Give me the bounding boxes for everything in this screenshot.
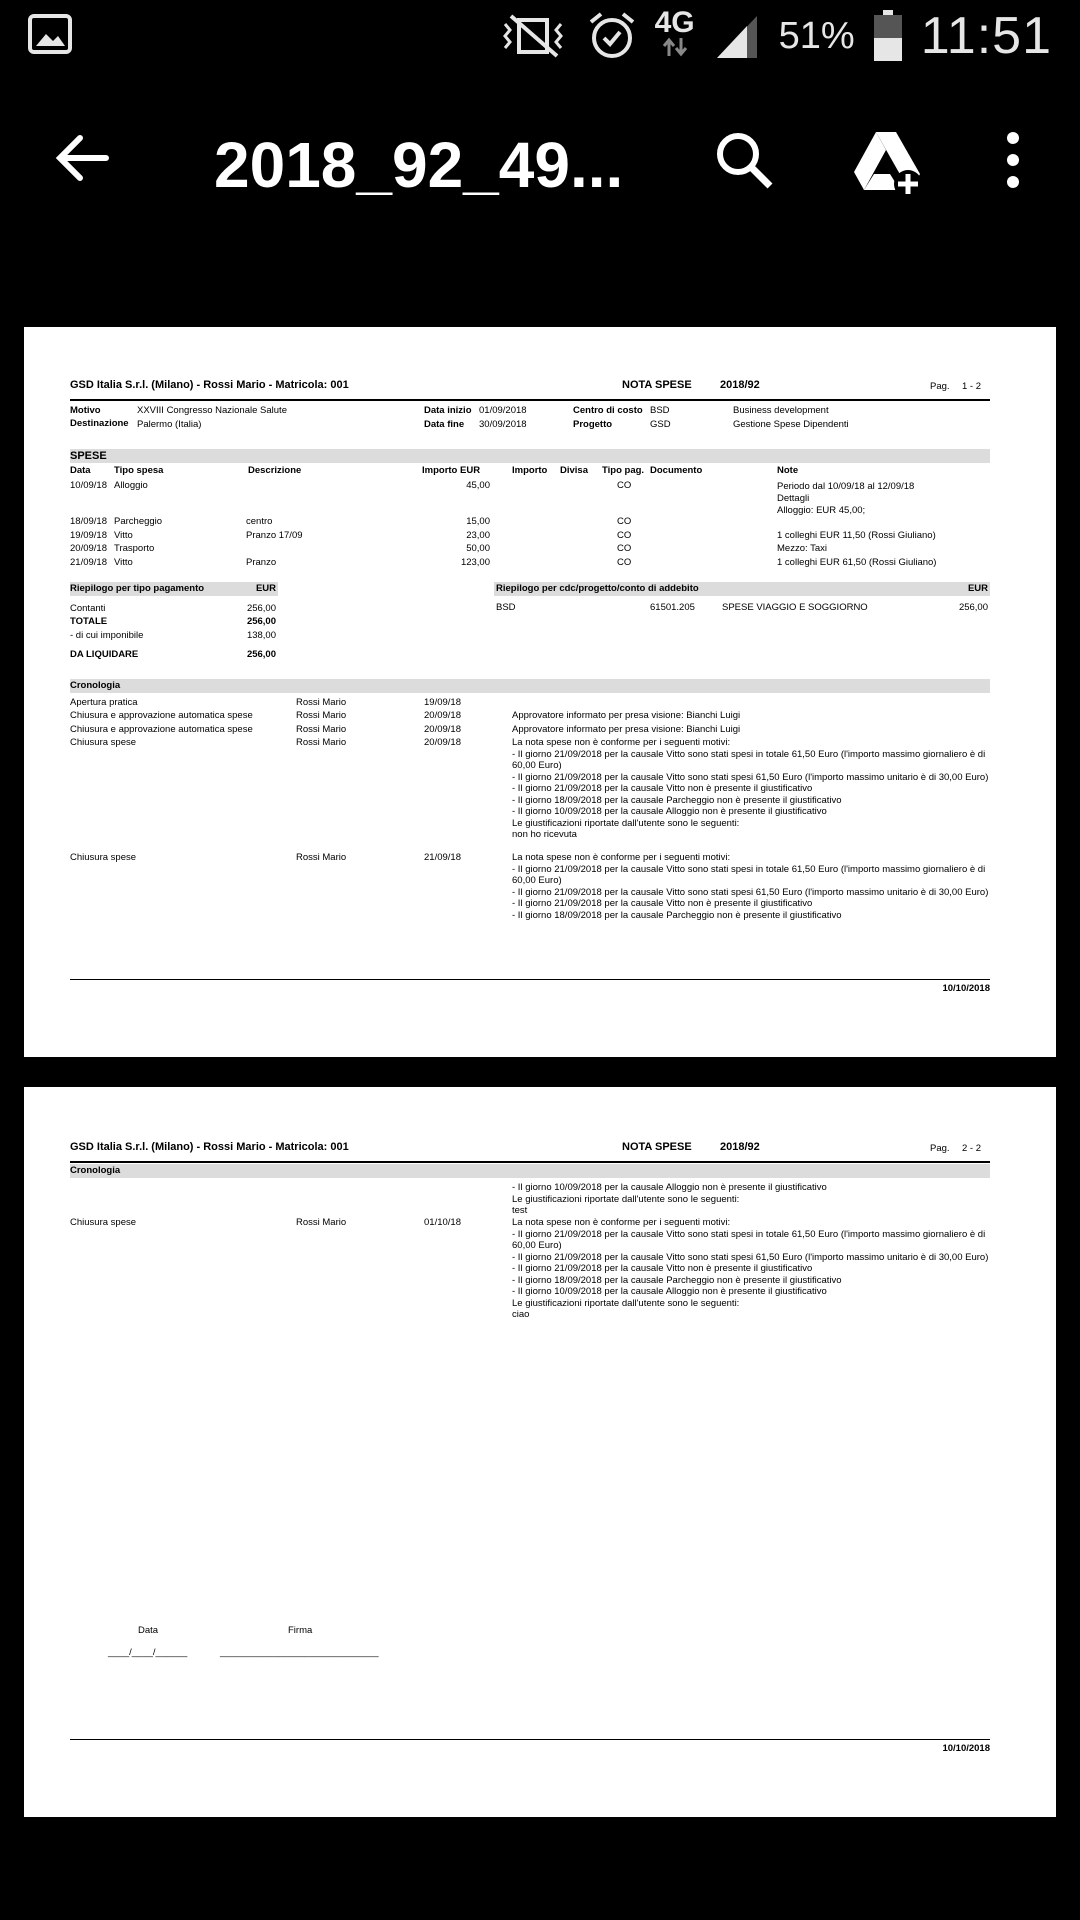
doc-title: NOTA SPESE (622, 1141, 692, 1153)
cronologia-date: 20/09/18 (424, 710, 461, 721)
page-label: Pag. (930, 381, 950, 392)
pdf-page-1 (24, 327, 1056, 1057)
cronologia-note: ciao (512, 1309, 530, 1320)
col-importo-eur: Importo EUR (422, 465, 481, 476)
cronologia-note: - Il giorno 21/09/2018 per la causale Vitto sono stati spesi in totale 61,50 Euro (l'importo massimo giornaliero è di 60,00 Euro) (512, 863, 986, 886)
riepilogo-pag-title: Riepilogo per tipo pagamento (70, 583, 205, 594)
cronologia-note: - Il giorno 10/09/2018 per la causale Alloggio non è presente il giustificativo (512, 1182, 827, 1193)
table-row-desc: centro (246, 516, 273, 527)
gallery-icon (28, 14, 72, 54)
destinazione-value: Palermo (Italia) (137, 419, 202, 430)
riepilogo-pag-eur: EUR (255, 583, 276, 594)
table-row-importo: 123,00 (460, 557, 490, 568)
cronologia-note: - Il giorno 21/09/2018 per la causale Vitto non è presente il giustificativo (512, 1263, 813, 1274)
page-number: 2 - 2 (962, 1143, 982, 1154)
cronologia-event: Chiusura spese (70, 852, 137, 863)
network-indicator (654, 6, 695, 62)
add-to-drive-icon[interactable] (850, 128, 928, 200)
cronologia-note-block (512, 852, 992, 921)
table-row-note: Dettagli (777, 493, 810, 504)
footer-divider (70, 979, 990, 980)
totale-label: TOTALE (70, 616, 108, 627)
clock: 11:51 (920, 7, 1052, 65)
spese-band (70, 449, 990, 463)
cronologia-note: - Il giorno 21/09/2018 per la causale Vitto sono stati spesi 61,50 Euro (l'importo massimo unitario è di 30,00 Euro) (512, 771, 989, 783)
col-data: Data (70, 465, 91, 476)
data-arrows-icon (660, 36, 690, 58)
doc-title: NOTA SPESE (622, 379, 692, 391)
progetto-value: GSD (650, 419, 671, 430)
cronologia-note: La nota spese non è conforme per i seguenti motivi: (512, 1217, 731, 1228)
riepilogo-cdc-eur: EUR (967, 583, 988, 594)
cdc-amount: 256,00 (958, 602, 988, 613)
cronologia-note: test (512, 1205, 528, 1216)
table-row-importo: 15,00 (466, 516, 490, 527)
cronologia-note: - Il giorno 21/09/2018 per la causale Vitto sono stati spesi in totale 61,50 Euro (l'importo massimo giornaliero è di 60,00 Euro) (512, 748, 986, 771)
cronologia-band (70, 679, 990, 693)
cronologia-title: Cronologia (70, 1165, 121, 1176)
alarm-icon (587, 10, 637, 62)
cronologia-user: Rossi Mario (296, 697, 347, 708)
imponibile-label: - di cui imponibile (70, 630, 144, 641)
centro-desc: Business development (733, 405, 829, 416)
cronologia-note: - Il giorno 21/09/2018 per la causale Vitto sono stati spesi in totale 61,50 Euro (l'importo massimo giornaliero è di 60,00 Euro) (512, 1228, 986, 1251)
table-row-note: 1 colleghi EUR 61,50 (Rossi Giuliano) (777, 557, 937, 568)
cronologia-note: Le giustificazioni riportate dall'utente sono le seguenti: (512, 1193, 740, 1205)
app-bar (0, 100, 1080, 230)
cronologia-note: Le giustificazioni riportate dall'utente sono le seguenti: (512, 817, 740, 829)
cronologia-user: Rossi Mario (296, 724, 347, 735)
table-row-desc: Pranzo 17/09 (246, 530, 303, 541)
table-row-tipo: Vitto (114, 530, 133, 541)
cronologia-user: Rossi Mario (296, 710, 347, 721)
cronologia-note: - Il giorno 21/09/2018 per la causale Vitto sono stati spesi 61,50 Euro (l'importo massimo unitario è di 30,00 Euro) (512, 1251, 989, 1263)
cronologia-event: Chiusura spese (70, 1217, 137, 1228)
table-row-pag: CO (617, 530, 632, 541)
contanti-label: Contanti (70, 603, 106, 614)
footer-date: 10/10/2018 (942, 983, 990, 994)
centro-label: Centro di costo (573, 405, 643, 416)
status-bar (0, 0, 1080, 72)
centro-value: BSD (650, 405, 670, 416)
doc-number: 2018/92 (720, 1141, 760, 1153)
divider (70, 399, 990, 401)
more-options-icon[interactable] (998, 128, 1028, 192)
liquidare-value: 256,00 (246, 649, 276, 660)
cronologia-band (70, 1164, 990, 1178)
network-type: 4G (654, 6, 695, 39)
cronologia-date: 21/09/18 (424, 852, 461, 863)
table-row-note: Alloggio: EUR 45,00; (777, 505, 866, 516)
col-note: Note (777, 465, 799, 476)
cronologia-date: 01/10/18 (424, 1217, 461, 1228)
table-row-tipo: Trasporto (114, 543, 155, 554)
cronologia-note: La nota spese non è conforme per i seguenti motivi: (512, 737, 731, 748)
cronologia-note: - Il giorno 10/09/2018 per la causale Alloggio non è presente il giustificativo (512, 806, 827, 817)
signal-icon (713, 12, 761, 60)
cronologia-date: 20/09/18 (424, 724, 461, 735)
cronologia-note: non ho ricevuta (512, 829, 577, 840)
cronologia-date: 20/09/18 (424, 737, 461, 748)
table-row-importo: 50,00 (466, 543, 490, 554)
motivo-value: XXVIII Congresso Nazionale Salute (137, 405, 287, 416)
table-row-desc: Pranzo (246, 557, 277, 568)
table-row-note: Mezzo: Taxi (777, 543, 827, 554)
col-tipo: Tipo spesa (114, 465, 164, 476)
battery-icon (873, 10, 903, 62)
col-importo: Importo (512, 465, 548, 476)
imponibile-value: 138,00 (246, 630, 276, 641)
table-row-note: 1 colleghi EUR 11,50 (Rossi Giuliano) (777, 530, 936, 541)
data-inizio-label: Data inizio (424, 405, 472, 416)
divider (70, 1161, 990, 1163)
motivo-label: Motivo (70, 405, 101, 416)
progetto-label: Progetto (573, 419, 613, 430)
company-header: GSD Italia S.r.l. (Milano) - Rossi Mario - Matricola: 001 (70, 379, 349, 391)
doc-number: 2018/92 (720, 379, 760, 391)
cronologia-note: - Il giorno 21/09/2018 per la causale Vitto non è presente il giustificativo (512, 783, 813, 794)
cdc-conto: 61501.205 (650, 602, 695, 613)
cronologia-note-block (512, 1217, 992, 1321)
data-fine-value: 30/09/2018 (479, 419, 527, 430)
search-icon[interactable] (712, 128, 776, 192)
table-row-importo: 23,00 (466, 530, 490, 541)
table-row-tipo: Vitto (114, 557, 133, 568)
cronologia-note-block (512, 1182, 992, 1217)
riepilogo-cdc-title: Riepilogo per cdc/progetto/conto di addebito (496, 583, 699, 594)
table-row-pag: CO (617, 480, 632, 491)
liquidare-label: DA LIQUIDARE (70, 649, 139, 660)
col-documento: Documento (650, 465, 703, 476)
table-row-pag: CO (617, 557, 632, 568)
footer-divider (70, 1739, 990, 1740)
firma-data-label: Data (138, 1625, 159, 1636)
cronologia-note: - Il giorno 18/09/2018 per la causale Parcheggio non è presente il giustificativo (512, 909, 842, 921)
cronologia-event: Chiusura e approvazione automatica spese (70, 724, 253, 735)
data-fine-label: Data fine (424, 419, 465, 430)
cronologia-event: Chiusura e approvazione automatica spese (70, 710, 253, 721)
cronologia-title: Cronologia (70, 680, 121, 691)
cronologia-note: Approvatore informato per presa visione: Bianchi Luigi (512, 724, 741, 735)
cronologia-user: Rossi Mario (296, 737, 347, 748)
table-row-date: 20/09/18 (70, 543, 107, 554)
back-arrow-icon[interactable] (52, 128, 112, 188)
cronologia-note-block (512, 737, 992, 841)
cronologia-note: - Il giorno 18/09/2018 per la causale Parcheggio non è presente il giustificativo (512, 1274, 842, 1286)
table-row-date: 21/09/18 (70, 557, 107, 568)
cronologia-user: Rossi Mario (296, 1217, 347, 1228)
firma-label: Firma (288, 1625, 313, 1636)
cronologia-note: - Il giorno 10/09/2018 per la causale Alloggio non è presente il giustificativo (512, 1286, 827, 1297)
col-tipo-pag: Tipo pag. (602, 465, 645, 476)
cronologia-note: Le giustificazioni riportate dall'utente sono le seguenti: (512, 1297, 740, 1309)
table-row-importo: 45,00 (466, 480, 490, 491)
cdc-code: BSD (496, 602, 516, 613)
table-row-pag: CO (617, 516, 632, 527)
document-title: 2018_92_49... (214, 129, 624, 201)
vibrate-mute-icon (499, 12, 569, 60)
table-row-date: 18/09/18 (70, 516, 107, 527)
cronologia-note: - Il giorno 21/09/2018 per la causale Vitto sono stati spesi 61,50 Euro (l'importo massimo unitario è di 30,00 Euro) (512, 886, 989, 898)
cronologia-note: - Il giorno 21/09/2018 per la causale Vitto non è presente il giustificativo (512, 898, 813, 909)
totale-value: 256,00 (246, 616, 276, 627)
page-label: Pag. (930, 1143, 950, 1154)
table-row-tipo: Alloggio (114, 480, 148, 491)
cronologia-user: Rossi Mario (296, 852, 347, 863)
cronologia-date: 19/09/18 (424, 697, 461, 708)
page-number: 1 - 2 (962, 381, 982, 392)
spese-title: SPESE (70, 450, 107, 462)
cdc-desc: SPESE VIAGGIO E SOGGIORNO (722, 602, 868, 613)
table-row-date: 19/09/18 (70, 530, 107, 541)
table-row-note: Periodo dal 10/09/18 al 12/09/18 (777, 481, 915, 492)
data-inizio-value: 01/09/2018 (479, 405, 527, 416)
destinazione-label: Destinazione (70, 418, 129, 429)
footer-date: 10/10/2018 (942, 1743, 990, 1754)
cronologia-note: La nota spese non è conforme per i seguenti motivi: (512, 852, 731, 863)
cronologia-note: - Il giorno 18/09/2018 per la causale Parcheggio non è presente il giustificativo (512, 794, 842, 806)
cronologia-event: Chiusura spese (70, 737, 137, 748)
firma-data-line: ____/____/______ (108, 1647, 188, 1658)
battery-percent: 51% (778, 14, 855, 57)
firma-line: ______________________________ (220, 1647, 379, 1658)
cronologia-event: Apertura pratica (70, 697, 138, 708)
company-header: GSD Italia S.r.l. (Milano) - Rossi Mario - Matricola: 001 (70, 1141, 349, 1153)
col-divisa: Divisa (560, 465, 588, 476)
table-row-date: 10/09/18 (70, 480, 107, 491)
col-descrizione: Descrizione (248, 465, 302, 476)
table-row-tipo: Parcheggio (114, 516, 163, 527)
table-row-pag: CO (617, 543, 632, 554)
pdf-page-2 (24, 1087, 1056, 1817)
contanti-value: 256,00 (246, 603, 276, 614)
cronologia-note: Approvatore informato per presa visione: Bianchi Luigi (512, 710, 741, 721)
progetto-desc: Gestione Spese Dipendenti (733, 419, 849, 430)
